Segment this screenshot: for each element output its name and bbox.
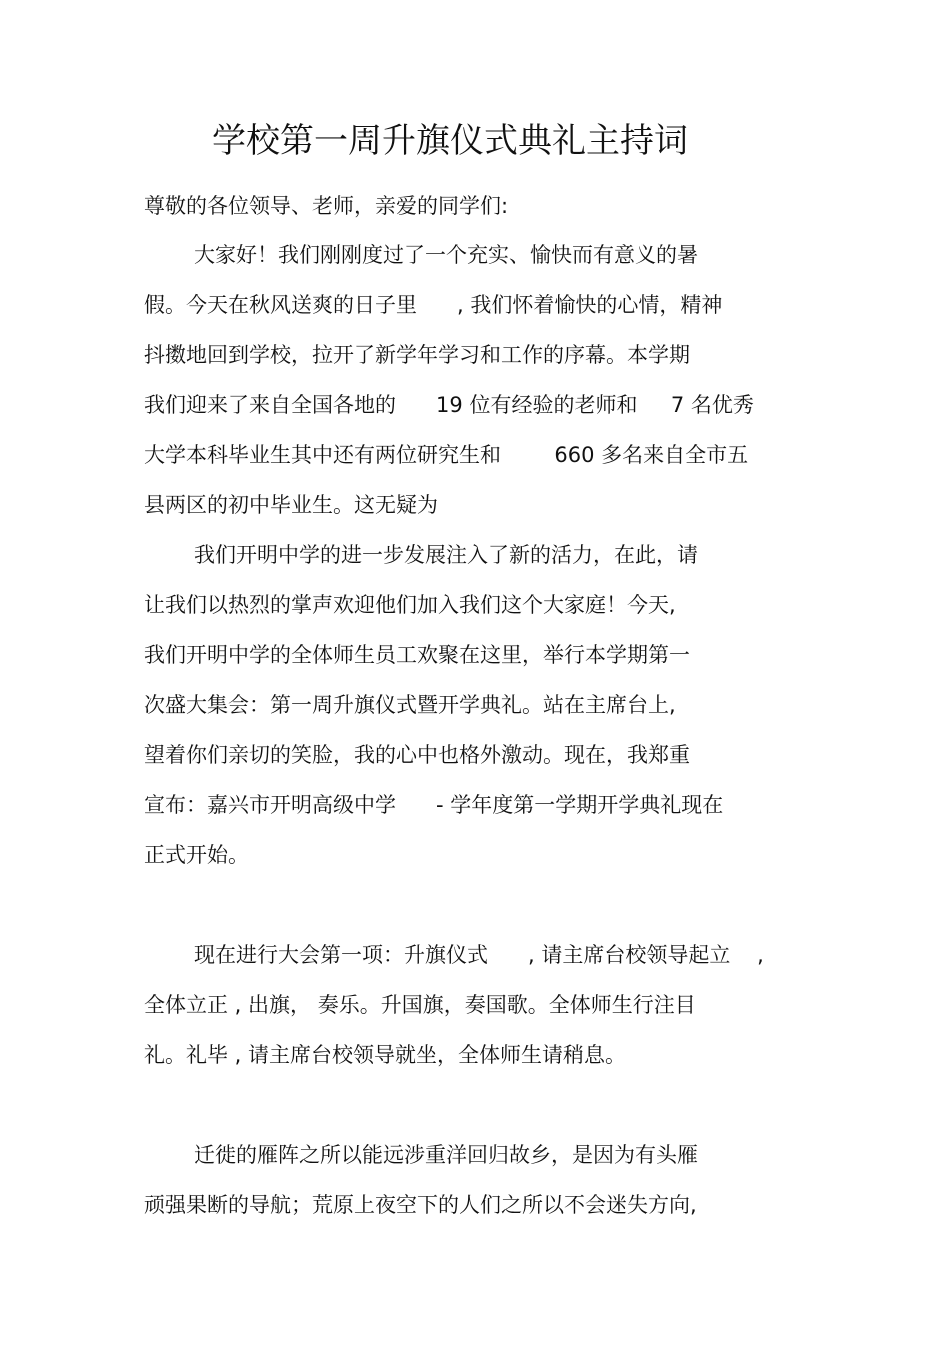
paragraph-3-line-2: 全体立正 , 出旗， 奏乐。升国旗，奏国歌。全体师生行注目 <box>144 993 696 1017</box>
paragraph-1-line-3: 抖擞地回到学校，拉开了新学年学习和工作的序幕。本学期 <box>144 343 690 367</box>
paragraph-4-line-2: 顽强果断的导航；荒原上夜空下的人们之所以不会迷失方向, <box>144 1193 697 1217</box>
paragraph-2-line-4: 次盛大集会：第一周升旗仪式暨开学典礼。站在主席台上, <box>144 693 676 717</box>
paragraph-1-line-1: 大家好！我们刚刚度过了一个充实、愉快而有意义的暑 <box>194 243 698 267</box>
salutation-line: 尊敬的各位领导、老师，亲爱的同学们: <box>144 194 509 218</box>
paragraph-1-line-2: 假。今天在秋风送爽的日子里 , 我们怀着愉快的心情，精神 <box>144 293 723 317</box>
paragraph-1-line-6: 县两区的初中毕业生。这无疑为 <box>144 493 438 517</box>
paragraph-2-line-7: 正式开始。 <box>144 843 249 867</box>
paragraph-1-line-5: 大学本科毕业生其中还有两位研究生和 660 多名来自全市五 <box>144 443 749 467</box>
paragraph-3-line-1: 现在进行大会第一项：升旗仪式 , 请主席台校领导起立 , <box>194 943 764 967</box>
paragraph-1-line-4: 我们迎来了来自全国各地的 19 位有经验的老师和 7 名优秀 <box>144 393 754 417</box>
paragraph-2-line-6: 宣布：嘉兴市开明高级中学 - 学年度第一学期开学典礼现在 <box>144 793 724 817</box>
paragraph-2-line-3: 我们开明中学的全体师生员工欢聚在这里，举行本学期第一 <box>144 643 690 667</box>
paragraph-2-line-1: 我们开明中学的进一步发展注入了新的活力，在此，请 <box>194 543 698 567</box>
paragraph-2-line-5: 望着你们亲切的笑脸，我的心中也格外激动。现在，我郑重 <box>144 743 690 767</box>
document-title: 学校第一周升旗仪式典礼主持词 <box>212 121 688 161</box>
paragraph-4-line-1: 迁徙的雁阵之所以能远涉重洋回归故乡，是因为有头雁 <box>194 1143 698 1167</box>
paragraph-2-line-2: 让我们以热烈的掌声欢迎他们加入我们这个大家庭！今天, <box>144 593 676 617</box>
paragraph-3-line-3: 礼。礼毕 , 请主席台校领导就坐，全体师生请稍息。 <box>144 1043 627 1067</box>
